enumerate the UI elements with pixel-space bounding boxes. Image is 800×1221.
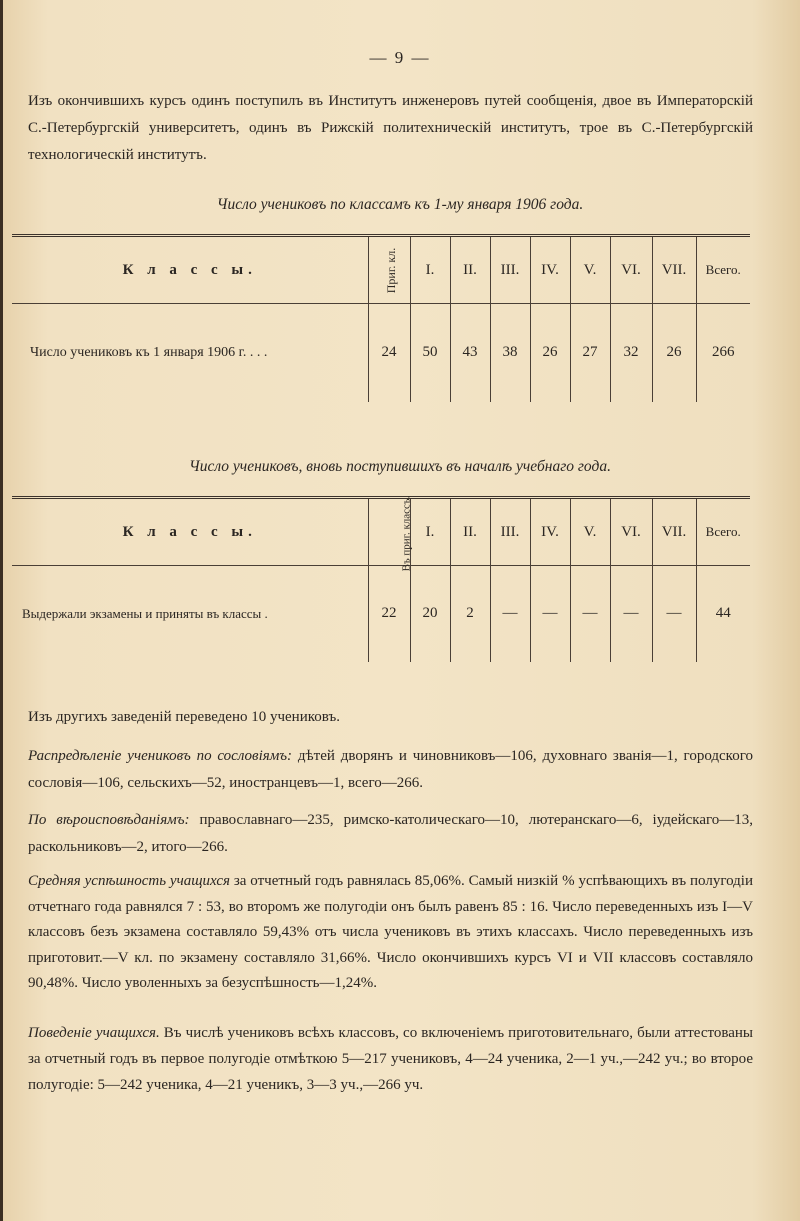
estates-lead: Распредѣленіе учениковъ по сословіямъ:	[28, 748, 293, 764]
table1-data-row	[12, 304, 750, 402]
estates-text: дѣтей дворянъ и чиновниковъ—106, духовнаго званія—1, городского сословія—106, сельскихъ—52, иностранцевъ—1, всего—266.	[28, 748, 753, 791]
table2-cell: —	[530, 566, 570, 662]
table2-cell: —	[490, 566, 530, 662]
table2-header-prep: Въ приг. классъ.	[368, 498, 410, 566]
table1-header-1: I.	[410, 236, 450, 304]
table2-header-5: V.	[570, 498, 610, 566]
table2-caption: Число учениковъ, вновь поступившихъ въ началѣ учебнаго года.	[189, 458, 611, 475]
table1-caption: Число учениковъ по классамъ къ 1-му января 1906 года.	[216, 196, 584, 213]
table2-cell: 22	[368, 566, 410, 662]
religion-paragraph	[28, 807, 753, 861]
table1-header-total: Всего.	[696, 236, 750, 304]
table1-cell: 43	[450, 304, 490, 402]
estates-paragraph	[28, 743, 753, 797]
table2-cell: —	[610, 566, 652, 662]
new-students-table	[12, 496, 750, 662]
behavior-paragraph	[28, 1020, 753, 1098]
table2-header-7: VII.	[652, 498, 696, 566]
table2-cell: 20	[410, 566, 450, 662]
table1-header-2: II.	[450, 236, 490, 304]
progress-paragraph	[28, 869, 753, 997]
transferred-paragraph: Изъ другихъ заведеній переведено 10 учениковъ.	[28, 709, 340, 725]
religion-text: православнаго—235, римско-католическаго—10, лютеранскаго—6, іудейскаго—13, раскольниковъ—2, итого—266.	[28, 812, 754, 855]
behavior-text: Въ числѣ учениковъ всѣхъ классовъ, со включеніемъ приготовительнаго, были аттестованы за отчетный годъ въ первое полугодіе отмѣткою 5—217 учениковъ, 4—24 ученика, 2—1 уч.,—242 уч.; во второе полугодіе: 5—242 ученика, 4—21 ученикъ, 3—3 уч.,—266 уч.	[28, 1025, 753, 1093]
table2-header-3: III.	[490, 498, 530, 566]
page-binding-edge	[0, 0, 3, 1221]
religion-lead: По вѣроисповѣданіямъ:	[28, 812, 190, 828]
table2-cell-total: 44	[696, 566, 750, 662]
table2-header-2: II.	[450, 498, 490, 566]
table1-cell: 26	[530, 304, 570, 402]
table1-cell: 24	[368, 304, 410, 402]
table1-cell: 32	[610, 304, 652, 402]
table1-header-5: V.	[570, 236, 610, 304]
table2-header-classes: К л а с с ы.	[12, 498, 368, 566]
table2-row-label: Выдержали экзамены и приняты въ классы .	[22, 605, 268, 621]
table1-header-row	[12, 236, 750, 304]
page-number: — 9 —	[369, 48, 431, 67]
table2-header-1: I.	[410, 498, 450, 566]
intro-paragraph: Изъ окончившихъ курсъ одинъ поступилъ въ Институтъ инженеровъ путей сообщенія, двое въ Императорскій С.-Петербургскій университетъ, одинъ въ Рижскій политехническій институтъ, трое въ С.-Петербургскій технологическій институтъ.	[28, 93, 753, 163]
table1-cell: 38	[490, 304, 530, 402]
progress-lead: Средняя успѣшность учащихся	[28, 873, 230, 889]
table1-header-4: IV.	[530, 236, 570, 304]
table1-cell: 50	[410, 304, 450, 402]
table1-cell: 26	[652, 304, 696, 402]
table2-cell: 2	[450, 566, 490, 662]
table1-header-prep: Приг. кл.	[368, 236, 410, 304]
table1-cell-total: 266	[696, 304, 750, 402]
table1-header-6: VI.	[610, 236, 652, 304]
behavior-lead: Поведеніе учащихся.	[28, 1025, 160, 1041]
table2-cell: —	[652, 566, 696, 662]
progress-text: за отчетный годъ равнялась 85,06%. Самый низкій % успѣвающихъ въ полугодіи отчетнаго года равнялся 7 : 53, во второмъ же полугодіи онъ былъ равенъ 85 : 16. Число переведенныхъ изъ I—V классовъ безъ экзамена составляло 59,43% отъ числа учениковъ въ этихъ классахъ. Число переведенныхъ изъ приготовит.—V кл. по экзамену составляло 31,66%. Число окончившихъ курсъ VI и VII классовъ составляло 90,48%. Число уволенныхъ за безуспѣшность—1,24%.	[28, 873, 753, 992]
table1-header-7: VII.	[652, 236, 696, 304]
table1-header-3: III.	[490, 236, 530, 304]
table2-data-row	[12, 566, 750, 662]
table2-header-4: IV.	[530, 498, 570, 566]
table2-header-total: Всего.	[696, 498, 750, 566]
table1-row-label: Число учениковъ къ 1 января 1906 г. . . .	[30, 344, 268, 360]
table1-header-classes: К л а с с ы.	[12, 236, 368, 304]
table1-cell: 27	[570, 304, 610, 402]
class-count-table	[12, 234, 750, 402]
table2-cell: —	[570, 566, 610, 662]
table2-header-6: VI.	[610, 498, 652, 566]
table2-header-row	[12, 498, 750, 566]
